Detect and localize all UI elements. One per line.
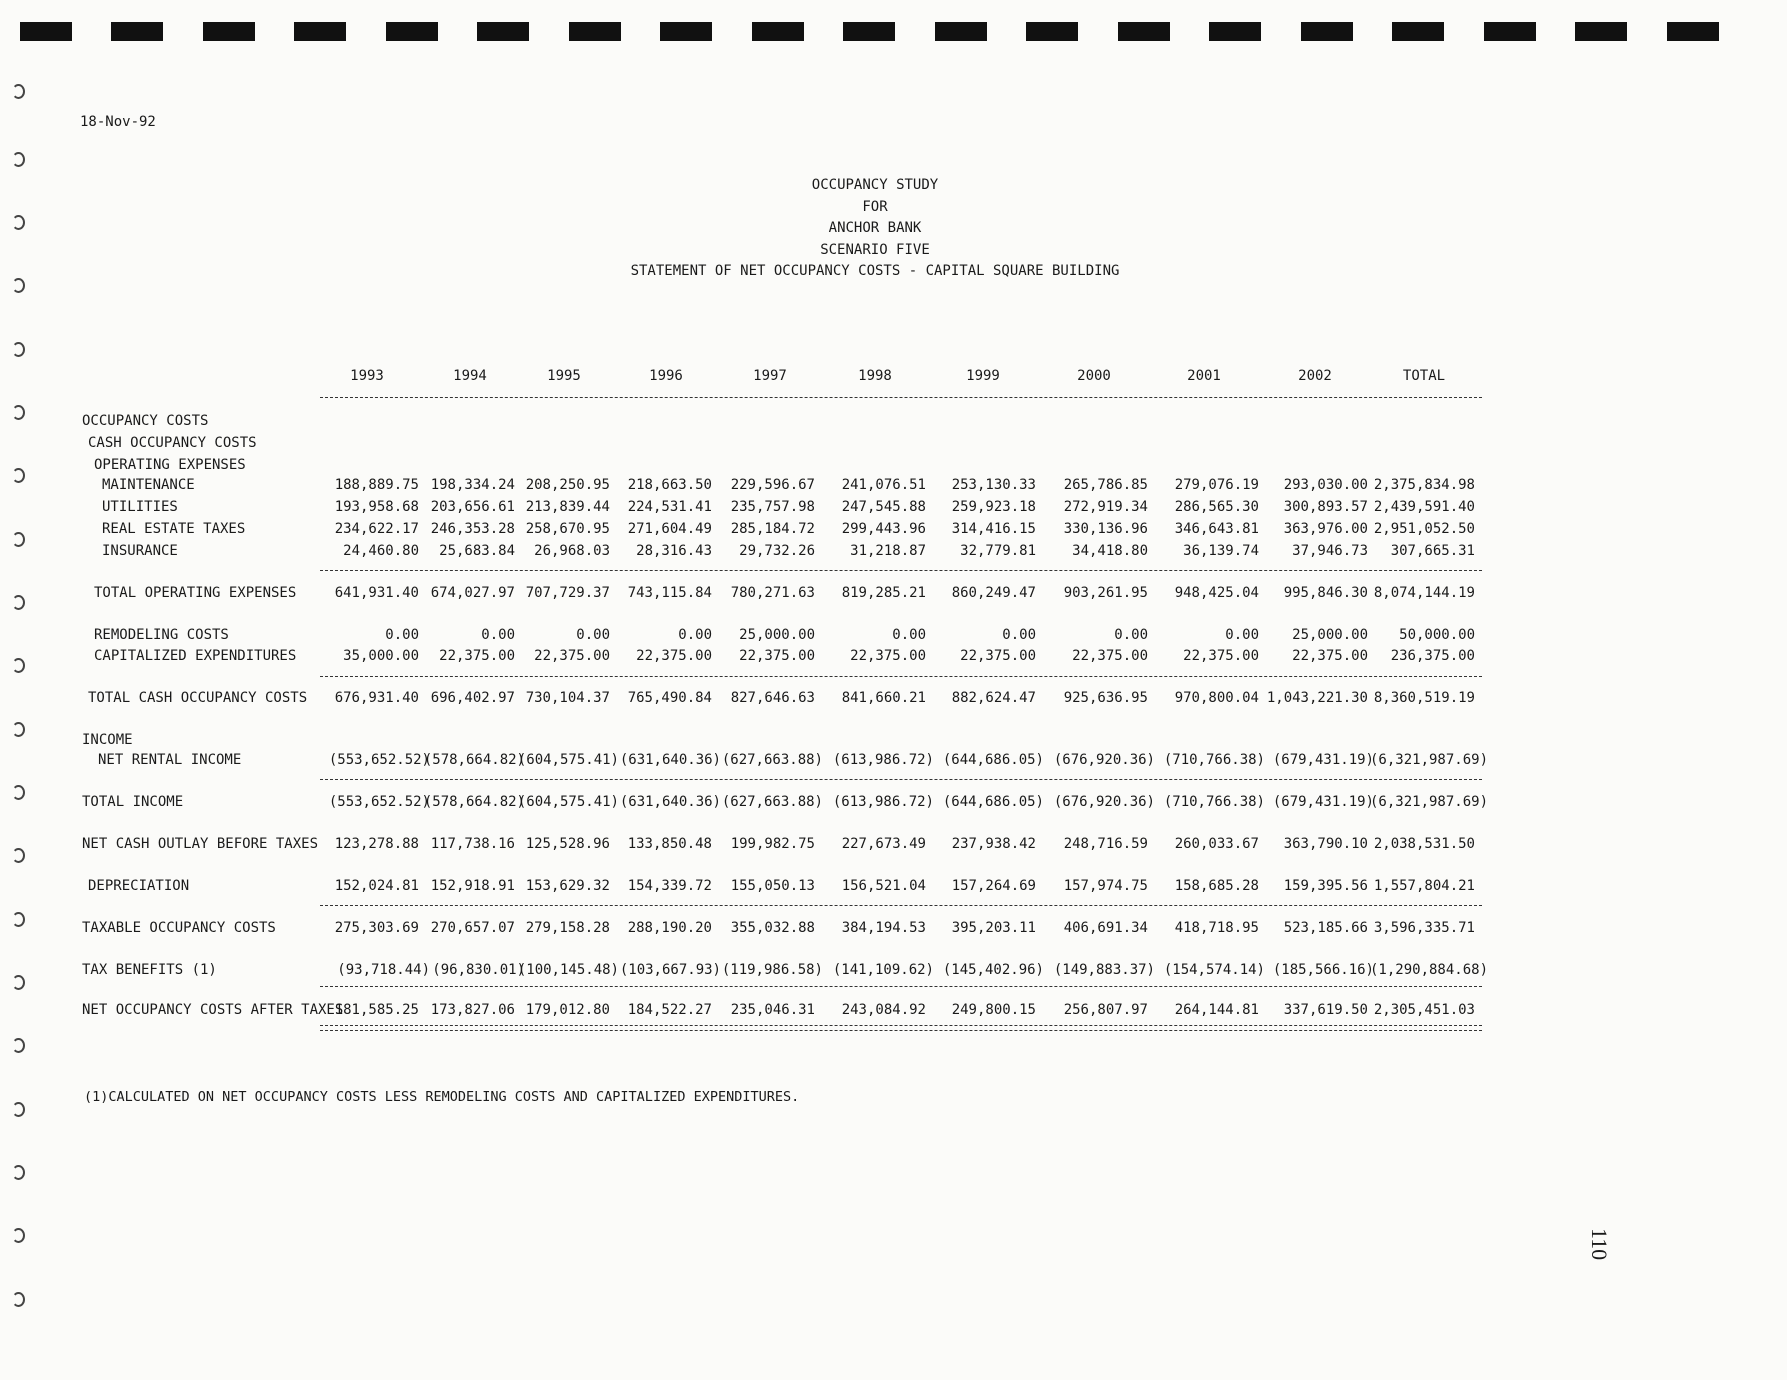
cell: 271,604.49 [627,521,712,537]
table-row [0,585,1787,605]
row-label: TAXABLE OCCUPANCY COSTS [82,920,276,936]
cell: 152,918.91 [430,878,515,894]
title-line: FOR [862,198,888,215]
cell: 676,931.40 [334,690,419,706]
cell: 243,084.92 [841,1002,926,1018]
cell: 2,038,531.50 [1373,836,1475,852]
cell: (6,321,987.69) [1370,794,1489,810]
table-row [0,878,1787,898]
cell: (93,718.44) [337,962,430,978]
cell: 34,418.80 [1072,543,1148,559]
cell: 198,334.24 [430,477,515,493]
cell: 236,375.00 [1390,648,1475,664]
cell: 22,375.00 [960,648,1036,664]
cell: 159,395.56 [1283,878,1368,894]
row-label: MAINTENANCE [102,477,195,493]
cell: 363,790.10 [1283,836,1368,852]
subtotal-rule [320,779,1482,780]
cell: (676,920.36) [1053,752,1155,768]
cell: 395,203.11 [951,920,1036,936]
cell: 22,375.00 [850,648,926,664]
cell: 22,375.00 [439,648,515,664]
cell: (604,575.41) [517,752,619,768]
cell: 256,807.97 [1063,1002,1148,1018]
year-header: 2001 [1187,368,1221,384]
cell: 827,646.63 [730,690,815,706]
cell: 286,565.30 [1174,499,1259,515]
cell: 780,271.63 [730,585,815,601]
cell: 2,439,591.40 [1373,499,1475,515]
table-row [0,690,1787,710]
cell: 253,130.33 [951,477,1036,493]
cell: 22,375.00 [1072,648,1148,664]
cell: (644,686.05) [942,752,1044,768]
cell: 258,670.95 [525,521,610,537]
cell: 765,490.84 [627,690,712,706]
cell: 188,889.75 [334,477,419,493]
header-rule [320,397,1482,398]
cell: 155,050.13 [730,878,815,894]
row-label: INSURANCE [102,543,178,559]
cell: (141,109.62) [832,962,934,978]
cell: 0.00 [678,627,712,643]
cell: 1,043,221.30 [1266,690,1368,706]
year-header: TOTAL [1402,368,1446,384]
subtotal-rule [320,676,1482,677]
row-label: NET OCCUPANCY COSTS AFTER TAXES [82,1002,344,1018]
cell: (1,290,884.68) [1370,962,1489,978]
cell: 293,030.00 [1283,477,1368,493]
cell: 246,353.28 [430,521,515,537]
title-line: ANCHOR BANK [828,220,922,236]
cell: 384,194.53 [841,920,926,936]
cell: (613,986.72) [832,752,934,768]
cell: 154,339.72 [627,878,712,894]
cell: 184,522.27 [627,1002,712,1018]
row-label: CAPITALIZED EXPENDITURES [94,648,297,664]
cell: (154,574.14) [1163,962,1265,978]
cell: 674,027.97 [430,585,515,601]
cell: 406,691.34 [1063,920,1148,936]
subtotal-rule [320,905,1482,906]
table-row [0,627,1787,647]
cell: 860,249.47 [951,585,1036,601]
row-label: REAL ESTATE TAXES [102,521,246,537]
cell: 133,850.48 [627,836,712,852]
cell: 641,931.40 [334,585,419,601]
cell: 26,968.03 [534,543,610,559]
row-label: NET CASH OUTLAY BEFORE TAXES [82,836,319,852]
table-row [0,1002,1787,1022]
cell: 173,827.06 [430,1002,515,1018]
cell: 224,531.41 [627,499,712,515]
cell: 903,261.95 [1063,585,1148,601]
cell: 363,976.00 [1283,521,1368,537]
cell: 25,000.00 [1292,627,1368,643]
cell: 0.00 [1114,627,1148,643]
row-label: UTILITIES [102,499,178,515]
title-line: OCCUPANCY STUDY [811,177,939,193]
cell: 0.00 [1225,627,1259,643]
cell: 234,622.17 [334,521,419,537]
cell: 22,375.00 [636,648,712,664]
cell: 2,375,834.98 [1373,477,1475,493]
cell: 925,636.95 [1063,690,1148,706]
cell: 249,800.15 [951,1002,1036,1018]
cell: 418,718.95 [1174,920,1259,936]
cell: 841,660.21 [841,690,926,706]
cell: 270,657.07 [430,920,515,936]
cell: (710,766.38) [1163,794,1265,810]
cell: 259,923.18 [951,499,1036,515]
cell: 125,528.96 [525,836,610,852]
cell: (644,686.05) [942,794,1044,810]
cell: (627,663.88) [721,752,823,768]
cell: 288,190.20 [627,920,712,936]
table-row [0,962,1787,982]
cell: 29,732.26 [739,543,815,559]
cell: 743,115.84 [627,585,712,601]
year-header: 1998 [858,368,892,384]
cell: 213,839.44 [525,499,610,515]
cell: 307,665.31 [1390,543,1475,559]
table-row [0,836,1787,856]
cell: (578,664.82) [423,752,525,768]
cell: (676,920.36) [1053,794,1155,810]
cell: 123,278.88 [334,836,419,852]
subtotal-rule [320,986,1482,987]
table-row [0,499,1787,519]
cell: 229,596.67 [730,477,815,493]
cell: 948,425.04 [1174,585,1259,601]
cell: 32,779.81 [960,543,1036,559]
cell: (145,402.96) [942,962,1044,978]
table-row [0,794,1787,814]
cell: 157,974.75 [1063,878,1148,894]
cell: (100,145.48) [517,962,619,978]
cell: 152,024.81 [334,878,419,894]
cell: 117,738.16 [430,836,515,852]
binder-holes [8,80,30,1380]
cell: 260,033.67 [1174,836,1259,852]
cell: 275,303.69 [334,920,419,936]
cell: 37,946.73 [1292,543,1368,559]
cell: 265,786.85 [1063,477,1148,493]
cell: 235,757.98 [730,499,815,515]
cell: 2,305,451.03 [1373,1002,1475,1018]
cell: 279,158.28 [525,920,610,936]
page-number: 110 [1587,1228,1612,1261]
report-title-block [600,175,1150,283]
row-label: TOTAL CASH OCCUPANCY COSTS [88,690,308,706]
year-header: 2002 [1298,368,1332,384]
cell: 193,958.68 [334,499,419,515]
cell: 300,893.57 [1283,499,1368,515]
cell: 819,285.21 [841,585,926,601]
cell: (149,883.37) [1053,962,1155,978]
cell: 8,360,519.19 [1373,690,1475,706]
cell: 199,982.75 [730,836,815,852]
cell: 227,673.49 [841,836,926,852]
cell: 24,460.80 [343,543,419,559]
cell: 730,104.37 [525,690,610,706]
cell: (627,663.88) [721,794,823,810]
report-date: 18-Nov-92 [80,114,156,130]
cell: 272,919.34 [1063,499,1148,515]
cell: 22,375.00 [534,648,610,664]
cell: (613,986.72) [832,794,934,810]
cell: (553,652.52) [328,794,430,810]
cell: (679,431.19) [1272,752,1374,768]
row-label: REMODELING COSTS [94,627,229,643]
cell: 346,643.81 [1174,521,1259,537]
cell: 299,443.96 [841,521,926,537]
section-income: INCOME [82,732,133,748]
cell: 235,046.31 [730,1002,815,1018]
cell: 181,585.25 [334,1002,419,1018]
section-cash-occupancy-costs: CASH OCCUPANCY COSTS [88,435,257,451]
cell: 36,139.74 [1183,543,1259,559]
cell: (631,640.36) [619,752,721,768]
section-occupancy-costs: OCCUPANCY COSTS [82,413,209,429]
cell: 156,521.04 [841,878,926,894]
cell: 208,250.95 [525,477,610,493]
cell: 523,185.66 [1283,920,1368,936]
cell: 696,402.97 [430,690,515,706]
year-header: 1995 [547,368,581,384]
cell: 157,264.69 [951,878,1036,894]
title-line: SCENARIO FIVE [820,241,930,258]
cell: (710,766.38) [1163,752,1265,768]
row-label: TOTAL INCOME [82,794,184,810]
cell: 882,624.47 [951,690,1036,706]
cell: 0.00 [385,627,419,643]
cell: 248,716.59 [1063,836,1148,852]
cell: 22,375.00 [1292,648,1368,664]
cell: 0.00 [576,627,610,643]
cell: (679,431.19) [1272,794,1374,810]
cell: 337,619.50 [1283,1002,1368,1018]
year-header: 1994 [453,368,487,384]
cell: (96,830.01) [432,962,525,978]
cell: 237,938.42 [951,836,1036,852]
cell: (185,566.16) [1272,962,1374,978]
cell: (578,664.82) [423,794,525,810]
cell: 314,416.15 [951,521,1036,537]
cell: 22,375.00 [1183,648,1259,664]
cell: 35,000.00 [343,648,419,664]
cell: (6,321,987.69) [1370,752,1489,768]
cell: 0.00 [1002,627,1036,643]
year-header: 1996 [649,368,683,384]
cell: 25,000.00 [739,627,815,643]
cell: 1,557,804.21 [1373,878,1475,894]
cell: 31,218.87 [850,543,926,559]
year-header: 1997 [753,368,787,384]
row-label: DEPRECIATION [88,878,190,894]
grand-total-double-rule [320,1025,1482,1031]
cell: 50,000.00 [1399,627,1475,643]
cell: 8,074,144.19 [1373,585,1475,601]
cell: (103,667.93) [619,962,721,978]
cell: 3,596,335.71 [1373,920,1475,936]
cell: 203,656.61 [430,499,515,515]
perforation-strip [20,22,1767,42]
table-row [0,521,1787,541]
table-row [0,543,1787,563]
cell: 158,685.28 [1174,878,1259,894]
cell: 355,032.88 [730,920,815,936]
table-row [0,648,1787,668]
row-label: TAX BENEFITS (1) [82,962,217,978]
table-row [0,477,1787,497]
cell: (604,575.41) [517,794,619,810]
cell: 179,012.80 [525,1002,610,1018]
footnote: (1)CALCULATED ON NET OCCUPANCY COSTS LESS REMODELING COSTS AND CAPITALIZED EXPENDITURES. [84,1089,800,1105]
year-header: 1999 [966,368,1000,384]
cell: 285,184.72 [730,521,815,537]
cell: 2,951,052.50 [1373,521,1475,537]
title-line: STATEMENT OF NET OCCUPANCY COSTS - CAPITAL SQUARE BUILDING [630,263,1120,279]
cell: 22,375.00 [739,648,815,664]
cell: 25,683.84 [439,543,515,559]
cell: 330,136.96 [1063,521,1148,537]
cell: 0.00 [481,627,515,643]
cell: 247,545.88 [841,499,926,515]
cell: (553,652.52) [328,752,430,768]
cell: (631,640.36) [619,794,721,810]
table-row [0,920,1787,940]
cell: 995,846.30 [1283,585,1368,601]
row-label: TOTAL OPERATING EXPENSES [94,585,297,601]
cell: 970,800.04 [1174,690,1259,706]
cell: 0.00 [892,627,926,643]
cell: 707,729.37 [525,585,610,601]
cell: 28,316.43 [636,543,712,559]
cell: 218,663.50 [627,477,712,493]
table-row [0,752,1787,772]
year-header: 1993 [350,368,384,384]
row-label: NET RENTAL INCOME [98,752,242,768]
cell: (119,986.58) [721,962,823,978]
section-operating-expenses: OPERATING EXPENSES [94,457,246,473]
cell: 279,076.19 [1174,477,1259,493]
cell: 153,629.32 [525,878,610,894]
cell: 264,144.81 [1174,1002,1259,1018]
subtotal-rule [320,570,1482,571]
year-header: 2000 [1077,368,1111,384]
cell: 241,076.51 [841,477,926,493]
